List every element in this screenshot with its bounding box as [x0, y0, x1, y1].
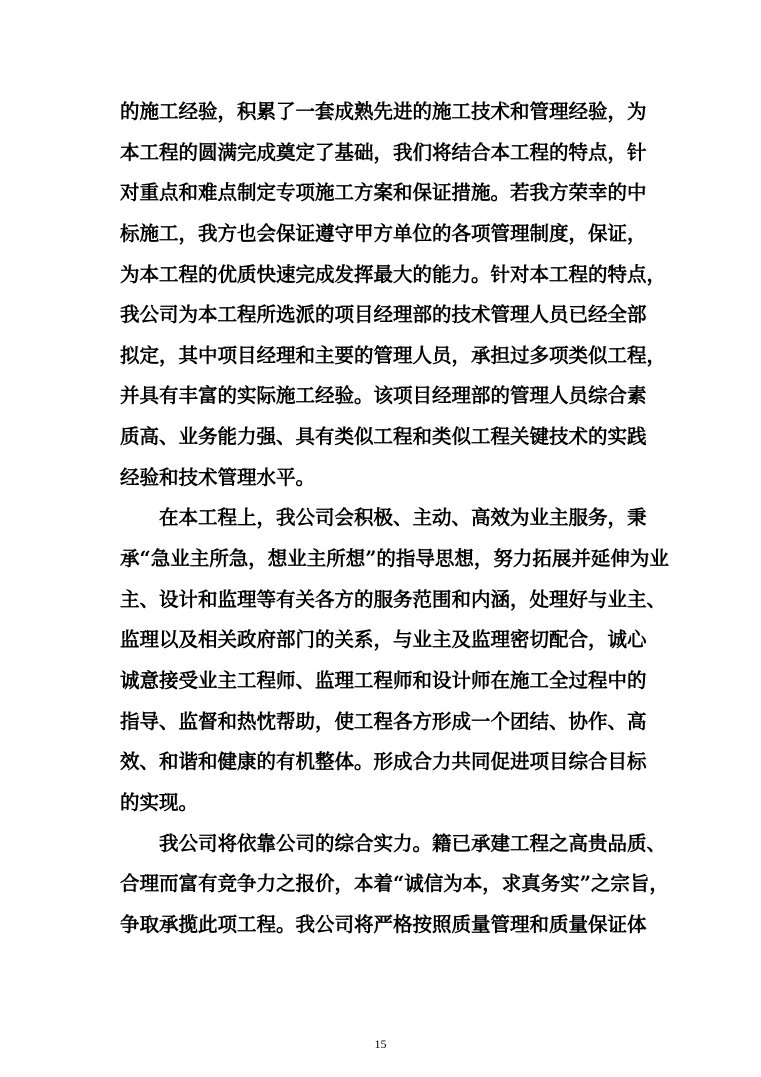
- page-number: 15: [374, 1037, 387, 1051]
- text-line: 并具有丰富的实际施工经验。该项目经理部的管理人员综合素: [120, 384, 647, 408]
- body-text: [120, 92, 669, 945]
- text-line: 监理以及相关政府部门的关系，与业主及监理密切配合，诚心: [120, 628, 647, 652]
- text-line: 对重点和难点制定专项施工方案和保证措施。若我方荣幸的中: [120, 181, 647, 205]
- text-line: 拟定，其中项目经理和主要的管理人员，承担过多项类似工程，: [120, 343, 667, 367]
- text-line: 诚意接受业主工程师、监理工程师和设计师在施工全过程中的: [120, 668, 647, 692]
- text-line: 标施工，我方也会保证遵守甲方单位的各项管理制度，保证，: [120, 221, 647, 245]
- text-line: 为本工程的优质快速完成发挥最大的能力。针对本工程的特点，: [120, 262, 667, 286]
- text-line: 质高、业务能力强、具有类似工程和类似工程关键技术的实践: [120, 425, 647, 449]
- text-line: 我公司为本工程所选派的项目经理部的技术管理人员已经全部: [120, 303, 647, 327]
- text-line: 指导、监督和热忱帮助，使工程各方形成一个团结、协作、高: [120, 709, 647, 733]
- text-line: 效、和谐和健康的有机整体。形成合力共同促进项目综合目标: [120, 750, 647, 774]
- text-line: 在本工程上，我公司会积极、主动、高效为业主服务，秉: [159, 506, 647, 530]
- text-line: 经验和技术管理水平。: [120, 465, 316, 489]
- text-line: 的实现。: [120, 790, 199, 814]
- text-line: 本工程的圆满完成奠定了基础，我们将结合本工程的特点，针: [120, 140, 647, 164]
- text-line: 争取承揽此项工程。我公司将严格按照质量管理和质量保证体: [120, 912, 647, 936]
- text-line: 主、设计和监理等有关各方的服务范围和内涵，处理好与业主、: [120, 587, 667, 611]
- text-line: 的施工经验，积累了一套成熟先进的施工技术和管理经验，为: [120, 100, 647, 123]
- paragraph-1: [120, 92, 667, 498]
- text-line: 我公司将依靠公司的综合实力。籍已承建工程之高贵品质、: [159, 831, 667, 855]
- text-line: 合理而富有竞争力之报价，本着“诚信为本，求真务实”之宗旨，: [120, 872, 669, 896]
- paragraph-3: [120, 824, 669, 946]
- paragraph-2: [120, 498, 669, 823]
- text-line: 承“急业主所急，想业主所想”的指导思想，努力拓展并延伸为业: [120, 547, 669, 571]
